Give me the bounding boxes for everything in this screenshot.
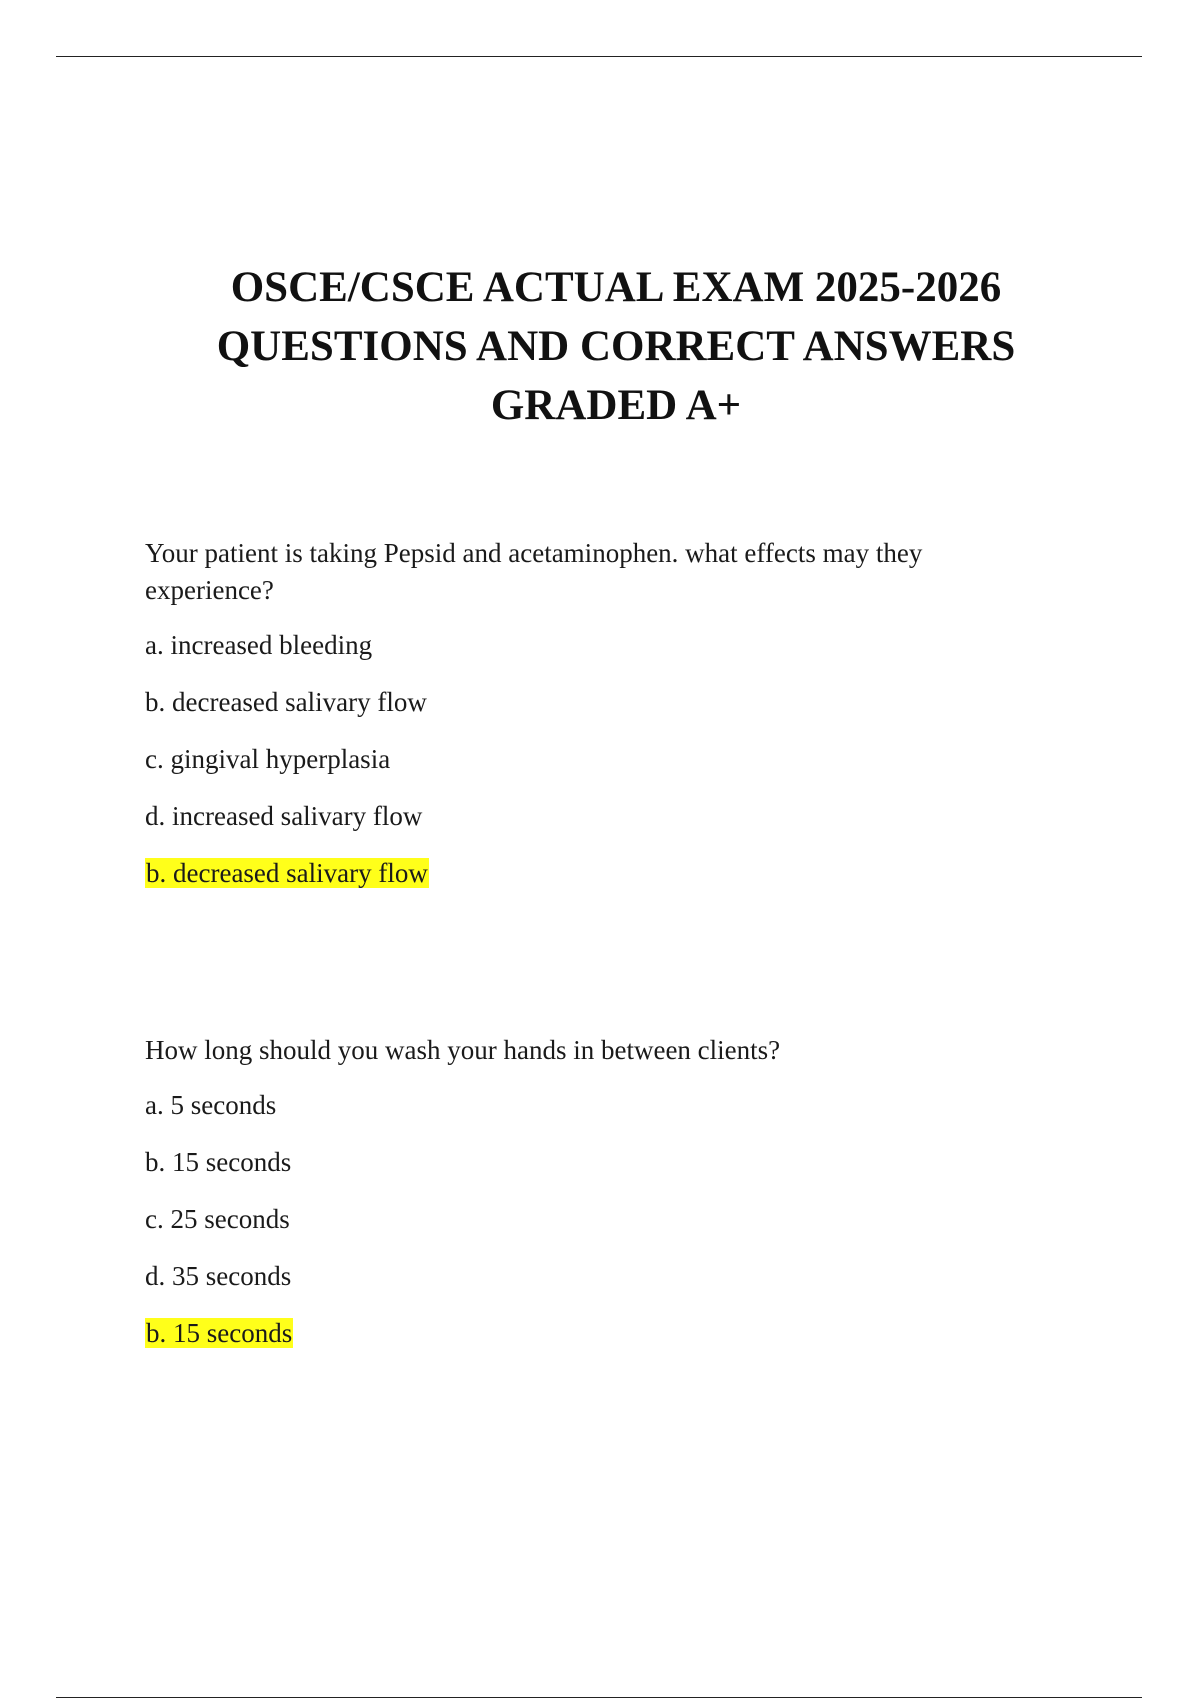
question-block-1 [145, 535, 1045, 892]
question-text: Your patient is taking Pepsid and acetaminophen. what effects may they experience? [145, 538, 923, 605]
option-a: a. 5 seconds [145, 1090, 277, 1120]
question-text: How long should you wash your hands in between clients? [145, 1035, 781, 1065]
option-b: b. decreased salivary flow [145, 687, 427, 717]
title-line-2: QUESTIONS AND CORRECT ANSWERS [216, 323, 1016, 370]
correct-answer [145, 855, 1045, 892]
option-d: d. increased salivary flow [145, 801, 423, 831]
option-c: c. gingival hyperplasia [145, 744, 391, 774]
option-a: a. increased bleeding [145, 630, 373, 660]
correct-answer [145, 1315, 1045, 1352]
option-c: c. 25 seconds [145, 1204, 290, 1234]
title-line-1: OSCE/CSCE ACTUAL EXAM 2025-2026 [230, 264, 1002, 311]
option-b: b. 15 seconds [145, 1147, 292, 1177]
footer-rule [56, 1697, 1142, 1698]
option-d: d. 35 seconds [145, 1261, 292, 1291]
header-rule [56, 56, 1142, 57]
answer-highlight: b. 15 seconds [146, 1318, 293, 1348]
question-block-2 [145, 1032, 1045, 1352]
document-title [0, 258, 1200, 435]
answer-highlight: b. decreased salivary flow [146, 858, 428, 888]
title-line-3: GRADED A+ [490, 382, 742, 429]
